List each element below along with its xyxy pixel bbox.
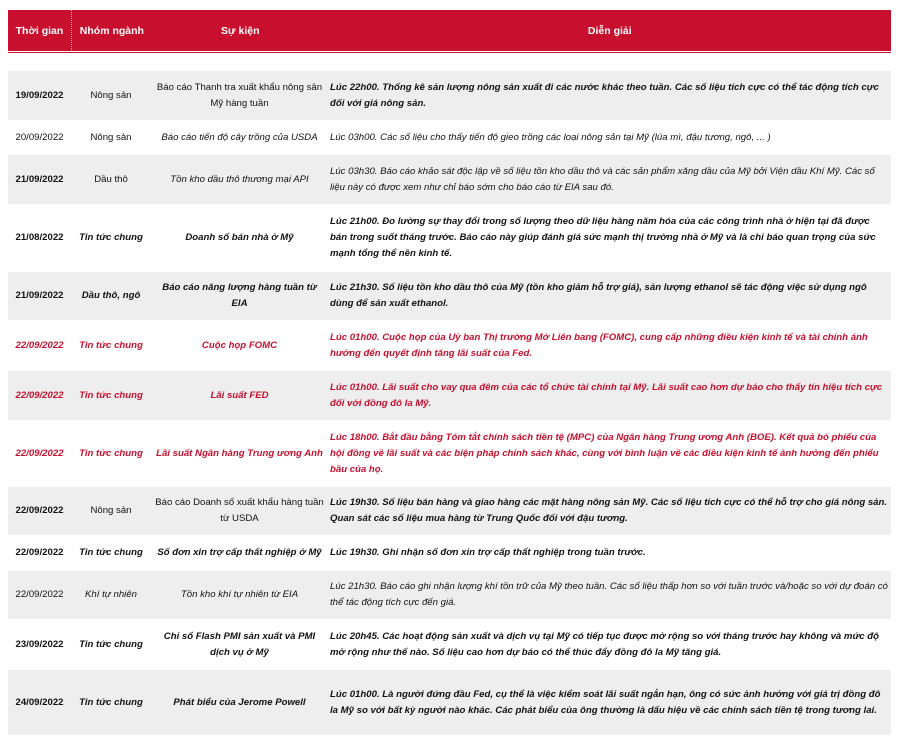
cell-description: Lúc 03h00. Các số liệu cho thấy tiến độ gieo trồng các loại nông sản tại Mỹ (lúa mì, đậu tương, ngô, ... ) [330,131,771,143]
cell-date: 21/09/2022 [15,290,64,301]
cell-event: Chỉ số Flash PMI sản xuất và PMI dịch vụ ở Mỹ [163,630,316,658]
cell-group: Dầu thô, ngô [81,290,141,301]
cell-description: Lúc 01h00. Cuộc họp của Uỷ ban Thị trường Mở Liên bang (FOMC), cung cấp những điều kiện kinh tế và tài chính ảnh hưởng đến quyết định tăng lãi suất của Fed. [330,331,868,359]
table-row [8,670,891,736]
cell-group: Tin tức chung [79,389,143,401]
header-group: Nhóm ngành [79,24,144,37]
cell-description: Lúc 01h00. Lãi suất cho vay qua đêm của các tổ chức tài chính tại Mỹ. Lãi suất cao hơn dự báo cho thấy tín hiệu tích cực đối với đồng đô la Mỹ. [330,381,883,409]
cell-date: 24/09/2022 [15,696,64,708]
cell-date: 19/09/2022 [15,89,64,101]
cell-description: Lúc 18h00. Bắt đầu bằng Tóm tắt chính sách tiền tệ (MPC) của Ngân hàng Trung ương Anh (BOE). Kết quả bỏ phiếu của hội đồng về lãi suất và các biện pháp chính sách khác, cùng với bình luận về các điều kiện kinh tế ảnh hưởng đến phiếu bầu của họ. [330,431,879,475]
table-row [8,620,891,670]
header-date: Thời gian [8,10,72,51]
cell-event: Báo cáo tiến độ cây trồng của USDA [161,131,318,143]
cell-event: Báo cáo Thanh tra xuất khẩu nông sản Mỹ hàng tuần [156,81,323,109]
cell-date: 22/09/2022 [15,339,64,351]
table-header [8,10,891,52]
table-row [8,421,891,487]
table-row [8,487,891,536]
header-description: Diễn giải [587,24,632,37]
cell-date: 22/09/2022 [15,505,64,516]
cell-group: Dầu thô [94,173,128,185]
cell-description: Lúc 22h00. Thống kê sản lượng nông sản xuất đi các nước khác theo tuần. Các số liệu tích cực có thể tác động tích cực đối với giá nông sản. [330,81,879,109]
cell-group: Khí tự nhiên [85,589,137,600]
cell-date: 22/09/2022 [15,447,64,459]
cell-group: Tin tức chung [79,696,143,708]
header-spacer [8,52,891,71]
cell-date: 20/09/2022 [15,131,64,143]
cell-event: Tồn kho dầu thô thương mại API [170,173,309,185]
cell-event: Báo cáo năng lượng hàng tuần từ EIA [162,282,317,309]
cell-description: Lúc 21h30. Số liệu tồn kho dầu thô của Mỹ (tồn kho giảm hỗ trợ giá), sản lượng ethanol sẽ tác động việc sử dụng ngô dùng để sản xuất ethanol. [330,282,867,309]
table-row [8,371,891,421]
cell-group: Tin tức chung [79,339,143,351]
cell-date: 21/08/2022 [15,232,64,243]
cell-description: Lúc 01h00. Là người đứng đầu Fed, cụ thể là việc kiểm soát lãi suất ngắn hạn, ông có sức ảnh hưởng với giá trị đồng đô la Mỹ so với bất kỳ người nào khác. Các phát biểu của ông thường là dấu hiệu về các chính sách tiền tệ trong tương lai. [330,688,881,716]
cell-group: Tin tức chung [79,638,143,650]
cell-group: Tin tức chung [79,447,143,459]
table-row [8,571,891,620]
cell-group: Nông sản [90,505,132,516]
cell-description: Lúc 03h30. Báo cáo khảo sát độc lập về số liệu tồn kho dầu thô và các sản phẩm xăng dầu của Mỹ bởi Viện dầu Khí Mỹ. Các số liệu này có được xem như chỉ báo sớm cho báo cáo từ EIA sau đó. [330,165,875,193]
cell-group: Nông sản [90,131,132,143]
cell-event: Lãi suất Ngân hàng Trung ương Anh [156,447,323,459]
table-row [8,536,891,571]
table-row [8,205,891,272]
cell-event: Lãi suất FED [210,389,269,401]
cell-group: Tin tức chung [79,232,143,243]
cell-date: 22/09/2022 [15,547,64,558]
cell-event: Báo cáo Doanh số xuất khẩu hàng tuần từ USDA [155,497,324,524]
cell-description: Lúc 21h30. Báo cáo ghi nhận lượng khí tồn trữ của Mỹ theo tuần. Các số liệu thấp hơn so với tuần trước và/hoặc so với dự đoán có thể tác động tích cực đến giá. [330,581,888,608]
cell-event: Doanh số bán nhà ở Mỹ [185,232,294,243]
table-row [8,155,891,205]
table-row [8,272,891,321]
table-row [8,121,891,155]
table-row [8,321,891,371]
cell-group: Nông sản [90,89,132,101]
cell-description: Lúc 20h45. Các hoạt động sản xuất và dịch vụ tại Mỹ có tiếp tục được mở rộng so với tháng trước hay không và mức độ mở rộng như thế nào. Số liệu cao hơn dự báo có thể thúc đẩy đồng đô la Mỹ tăng giá. [330,630,880,658]
cell-event: Cuộc họp FOMC [201,339,278,351]
cell-event: Số đơn xin trợ cấp thất nghiệp ở Mỹ [157,547,322,558]
cell-description: Lúc 19h30. Ghi nhận số đơn xin trợ cấp thất nghiệp trong tuần trước. [330,547,646,558]
cell-date: 21/09/2022 [15,173,64,185]
table-row [8,71,891,121]
cell-description: Lúc 21h00. Đo lường sự thay đổi trong số lượng theo dữ liệu hàng năm hóa của các công trình nhà ở hiện tại đã được bán trong suốt tháng trước. Báo cáo này giúp đánh giá sức mạnh thị trường nhà ở Mỹ và là chỉ báo quan trọng của sức mạnh tổng thể nền kinh tế. [330,216,876,259]
economic-calendar-table [8,10,891,736]
cell-group: Tin tức chung [79,547,143,558]
cell-date: 22/09/2022 [15,389,64,401]
cell-event: Tồn kho khí tự nhiên từ EIA [180,589,299,600]
cell-description: Lúc 19h30. Số liệu bán hàng và giao hàng các mặt hàng nông sản Mỹ. Các số liệu tích cực có thể hỗ trợ cho giá nông sản. Quan sát các số liệu mua hàng từ Trung Quốc đối với đậu tương. [330,497,888,524]
cell-date: 23/09/2022 [15,638,64,650]
cell-event: Phát biểu của Jerome Powell [173,696,306,708]
cell-date: 22/09/2022 [15,589,64,600]
header-event: Sự kiện [220,24,260,37]
